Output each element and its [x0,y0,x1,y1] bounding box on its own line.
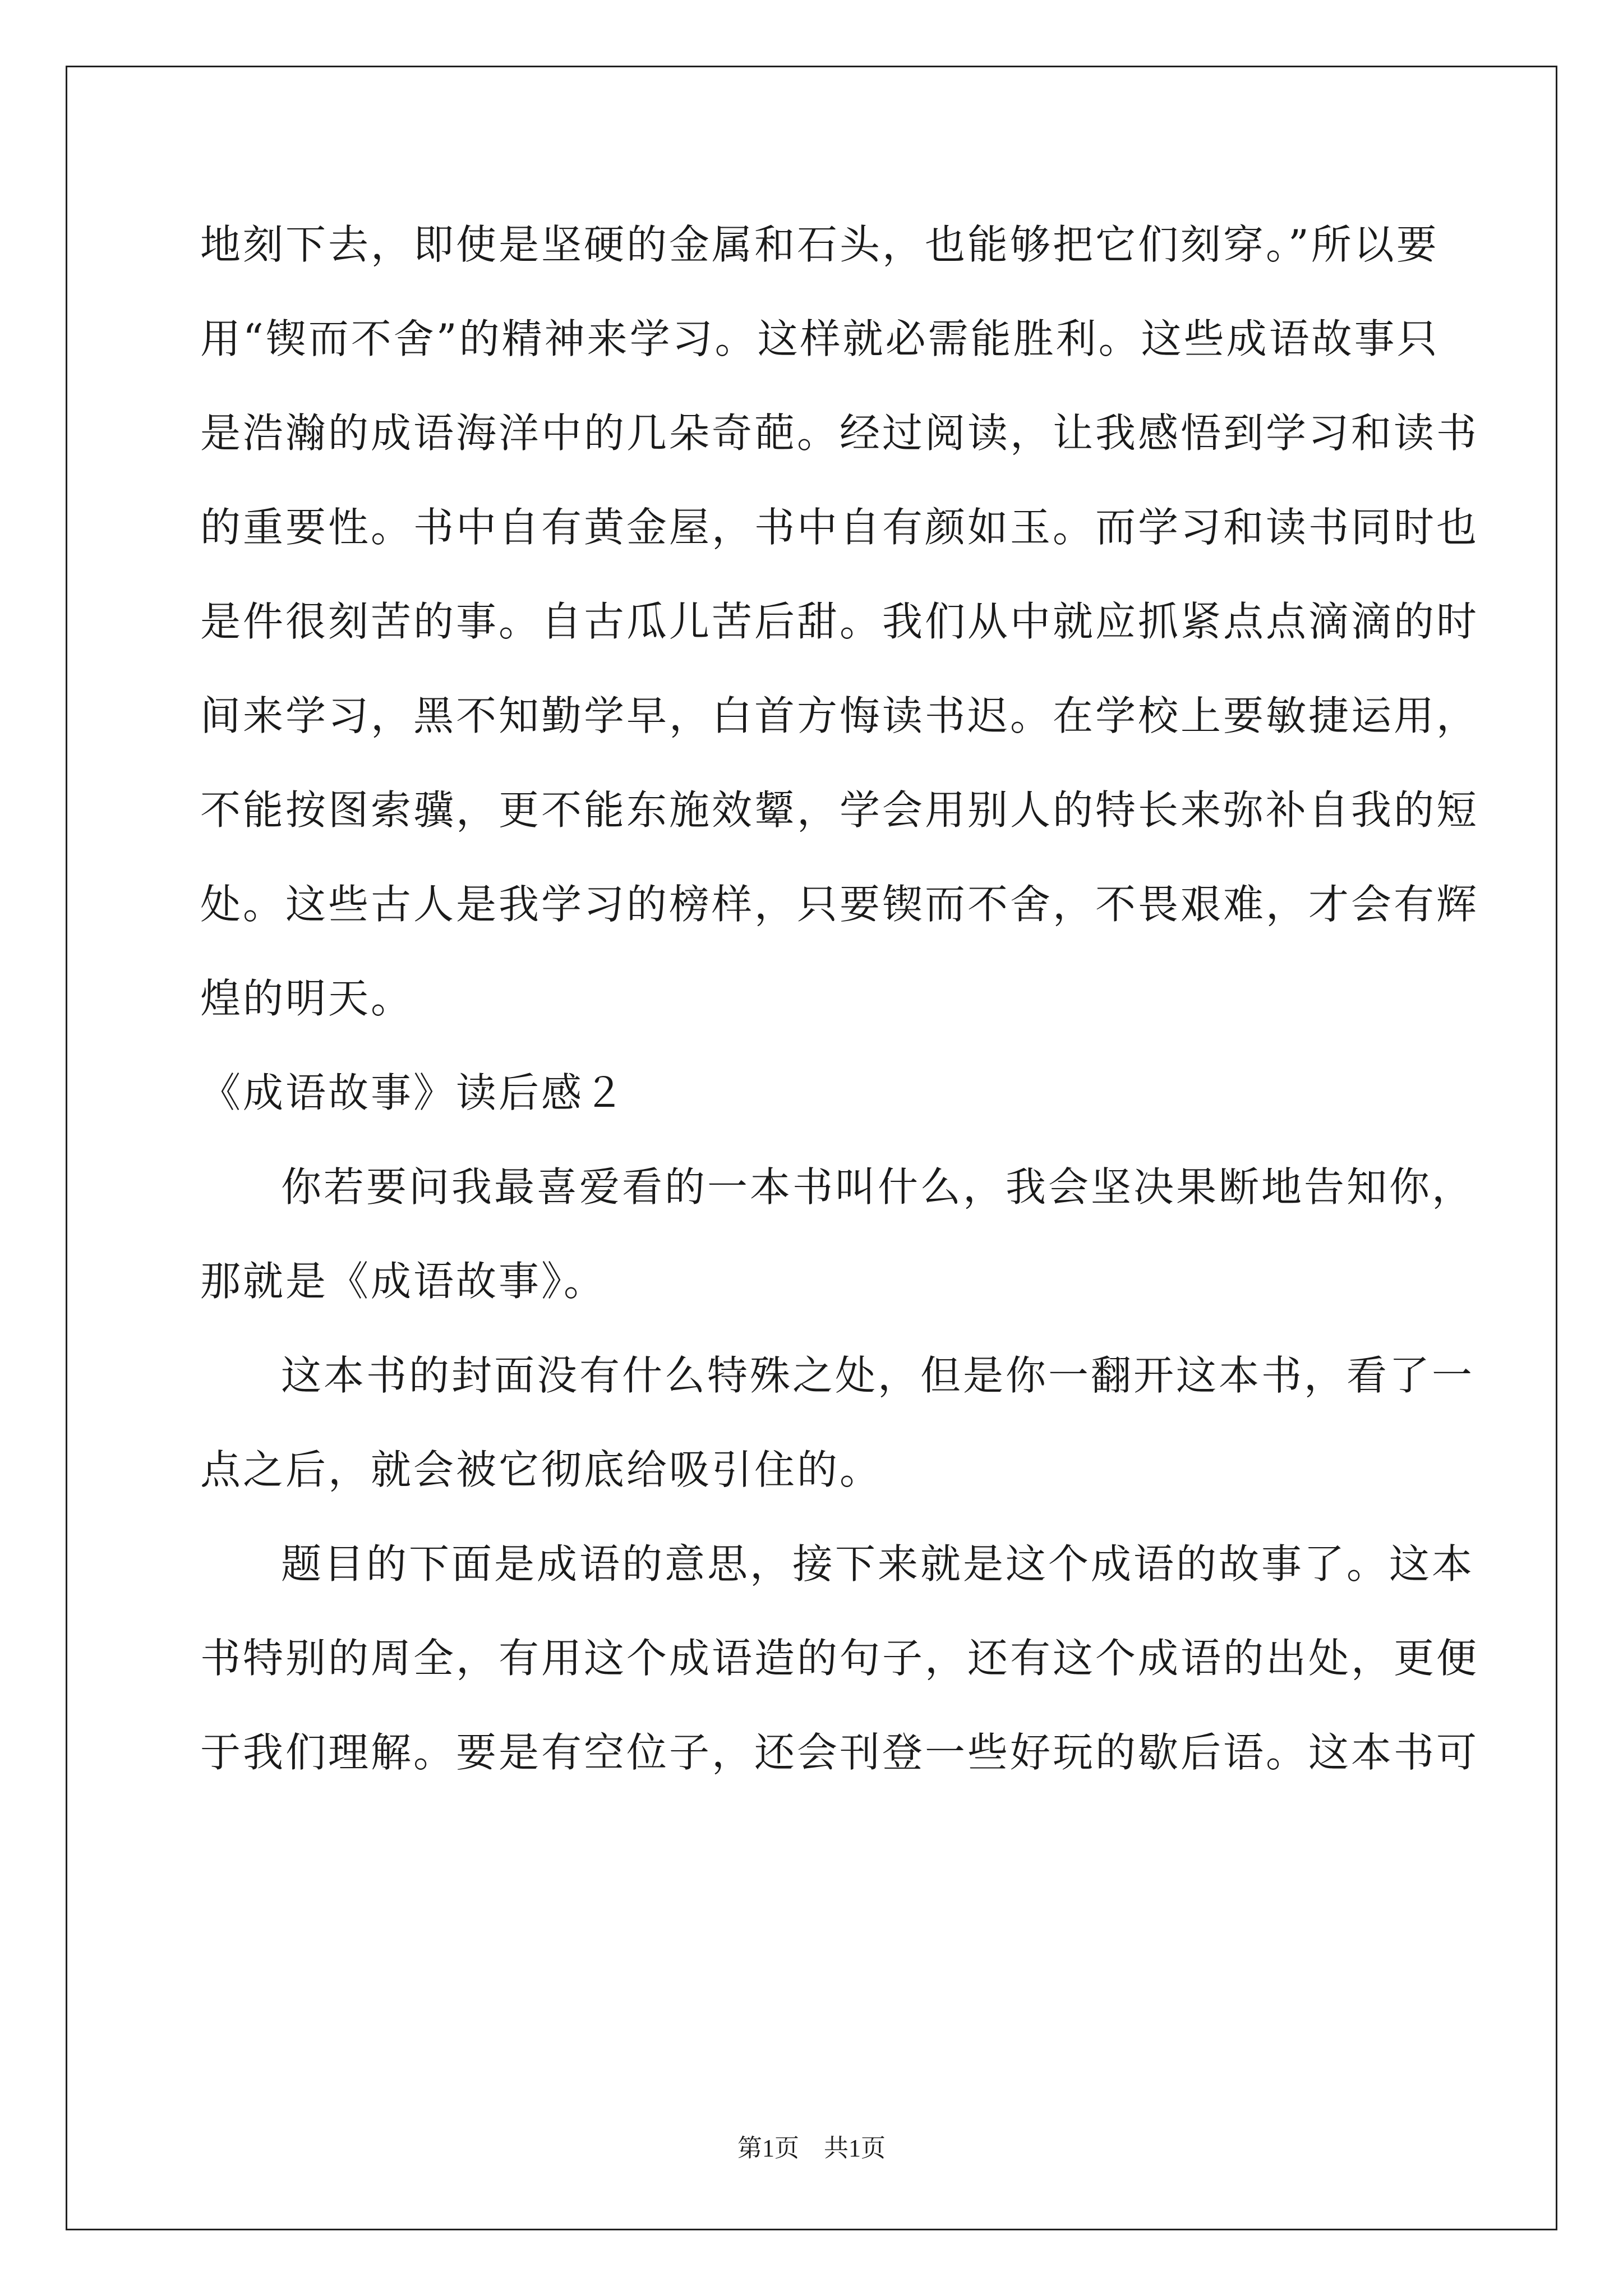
text-line: 的重要性。书中自有黄金屋，书中自有颜如玉。而学习和读书同时也 [200,504,1479,551]
section-heading: 《成语故事》读后感２ [200,1069,627,1116]
paragraph-line: 题目的下面是成语的意思，接下来就是这个成语的故事了。这本 [281,1540,1475,1588]
text-line: 不能按图索骥，更不能东施效颦，学会用别人的特长来弥补自我的短 [200,786,1479,834]
text-line: 间来学习，黑不知勤学早，白首方悔读书迟。在学校上要敏捷运用， [200,692,1479,739]
page-border [66,66,1557,2230]
text-line: 是浩瀚的成语海洋中的几朵奇葩。经过阅读，让我感悟到学习和读书 [200,409,1479,457]
text-line: 处。这些古人是我学习的榜样，只要锲而不舍，不畏艰难，才会有辉 [200,881,1479,928]
paragraph-line: 这本书的封面没有什么特殊之处，但是你一翻开这本书，看了一 [281,1352,1475,1399]
text-line: 是件很刻苦的事。自古瓜儿苦后甜。我们从中就应抓紧点点滴滴的时 [200,598,1479,645]
paragraph-line: 你若要问我最喜爱看的一本书叫什么，我会坚决果断地告知你， [281,1163,1475,1211]
paragraph-line: 书特别的周全，有用这个成语造的句子，还有这个成语的出处，更便 [200,1635,1479,1682]
paragraph-line: 于我们理解。要是有空位子，还会刊登一些好玩的歇后语。这本书可 [200,1729,1479,1776]
page-number: 第1页 共1页 [737,2134,886,2162]
text-line: 用“锲而不舍”的精神来学习。这样就必需能胜利。这些成语故事只 [200,315,1440,362]
paragraph-line: 那就是《成语故事》。 [200,1258,607,1305]
text-line: 煌的明天。 [200,975,414,1022]
text-line: 地刻下去，即使是坚硬的金属和石头，也能够把它们刻穿。”所以要 [200,221,1439,268]
paragraph-line: 点之后，就会被它彻底给吸引住的。 [200,1446,883,1493]
